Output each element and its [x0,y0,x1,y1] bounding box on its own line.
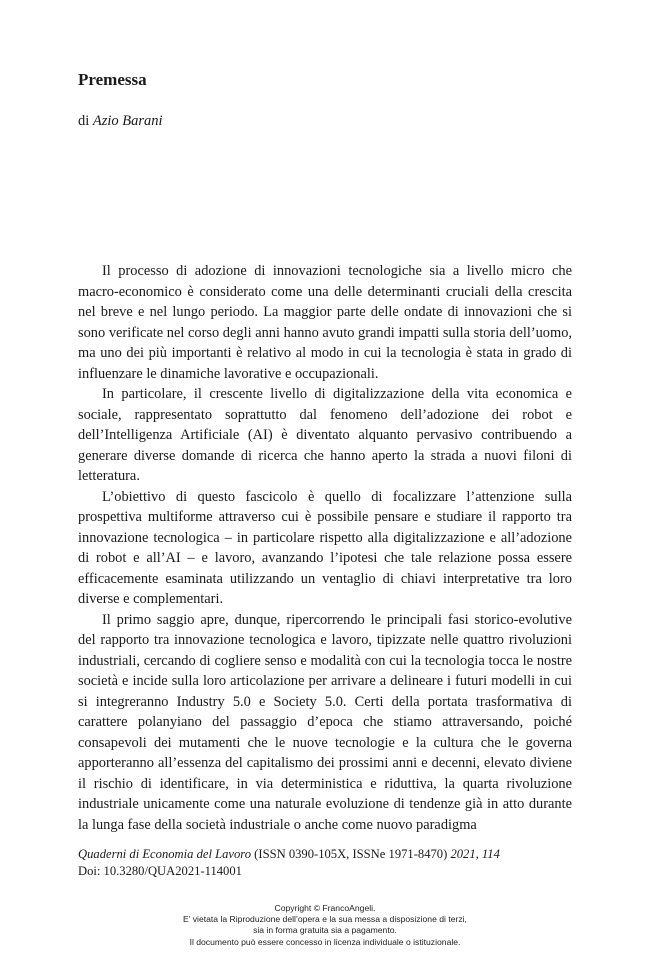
copyright-notice [0,903,650,948]
page-title: Premessa [78,70,147,89]
paragraph-4: Il primo saggio apre, dunque, ripercorrendo le principali fasi storico-evolutive del rapporto tra innovazione tecnologica e lavoro, tipizzate nelle quattro rivoluzioni industriali, cercando di cogliere senso e modalità con cui la tecnologia tocca le nostre società e incide sulla loro articolazione per arrivare a delineare i futuri modelli in cui si integreranno Industry 5.0 e Society 5.0. Certi della portata trasformativa di carattere polanyiano del passaggio d’epoca che stiamo attraversando, poiché consapevoli dei mutamenti che le nuove tecnologie e la cultura che le governa apporteranno all’essenza del capitalismo dei prossimi anni e decenni, elevato diviene il rischio di identificare, in via deterministica e riduttiva, la quarta rivoluzione industriale unicamente come una naturale evoluzione di tendenze già in atto durante la lunga fase della società industriale o anche come nuovo paradigma [78,611,572,833]
body-text [78,261,572,835]
year-issue: 2021, 114 [450,847,500,861]
author-prefix: di [78,113,93,129]
copyright-line-3: sia in forma gratuita sia a pagamento. [253,925,397,936]
copyright-line-4: Il documento può essere concesso in licenza individuale o istituzionale. [189,936,461,947]
journal-name: Quaderni di Economia del Lavoro [78,847,252,861]
journal-footer [78,846,500,879]
paragraph-1: Il processo di adozione di innovazioni tecnologiche sia a livello micro che macro-economico è considerato come una delle determinanti cruciali della crescita nel breve e nel lungo periodo. La maggior parte delle ondate di innovazioni che si sono verificate nel corso degli anni hanno avuto grandi impatti sulla storia dell’uomo, ma uno dei più importanti è relativo al modo in cui la tecnologia è stata in grado di influenzare le dinamiche lavorative e occupazionali. [78,263,572,382]
paragraph-3: L’obiettivo di questo fascicolo è quello di focalizzare l’attenzione sulla prospettiva multiforme attraverso cui è possibile pensare e studiare il rapporto tra innovazione tecnologica – in particolare rispetto alla digitalizzazione e all’adozione di robot e all’AI – e lavoro, avanzando l’ipotesi che tale relazione possa essere efficacemente esaminata utilizzando un ventaglio di chiavi interpretative tra loro diverse e complementari. [78,488,572,607]
paragraph-2: In particolare, il crescente livello di digitalizzazione della vita economica e sociale, rappresentato soprattutto dal fenomeno dell’adozione dei robot e dell’Intelligenza Artificiale (AI) è diventato alquanto pervasivo contribuendo a generare diverse domande di ricerca che hanno aperto la strada a nuovi filoni di letteratura. [78,386,572,484]
issn: (ISSN 0390-105X, ISSNe 1971-8470) [251,847,451,861]
copyright-line-1: Copyright © FrancoAngeli. [274,903,376,913]
citation-line [78,846,500,863]
copyright-line-2: E’ vietata la Riproduzione dell’opera e la sua messa a disposizione di terzi, [183,914,467,925]
doi: Doi: 10.3280/QUA2021-114001 [78,863,242,878]
author-name: Azio Barani [92,113,163,129]
author-line [78,113,163,130]
